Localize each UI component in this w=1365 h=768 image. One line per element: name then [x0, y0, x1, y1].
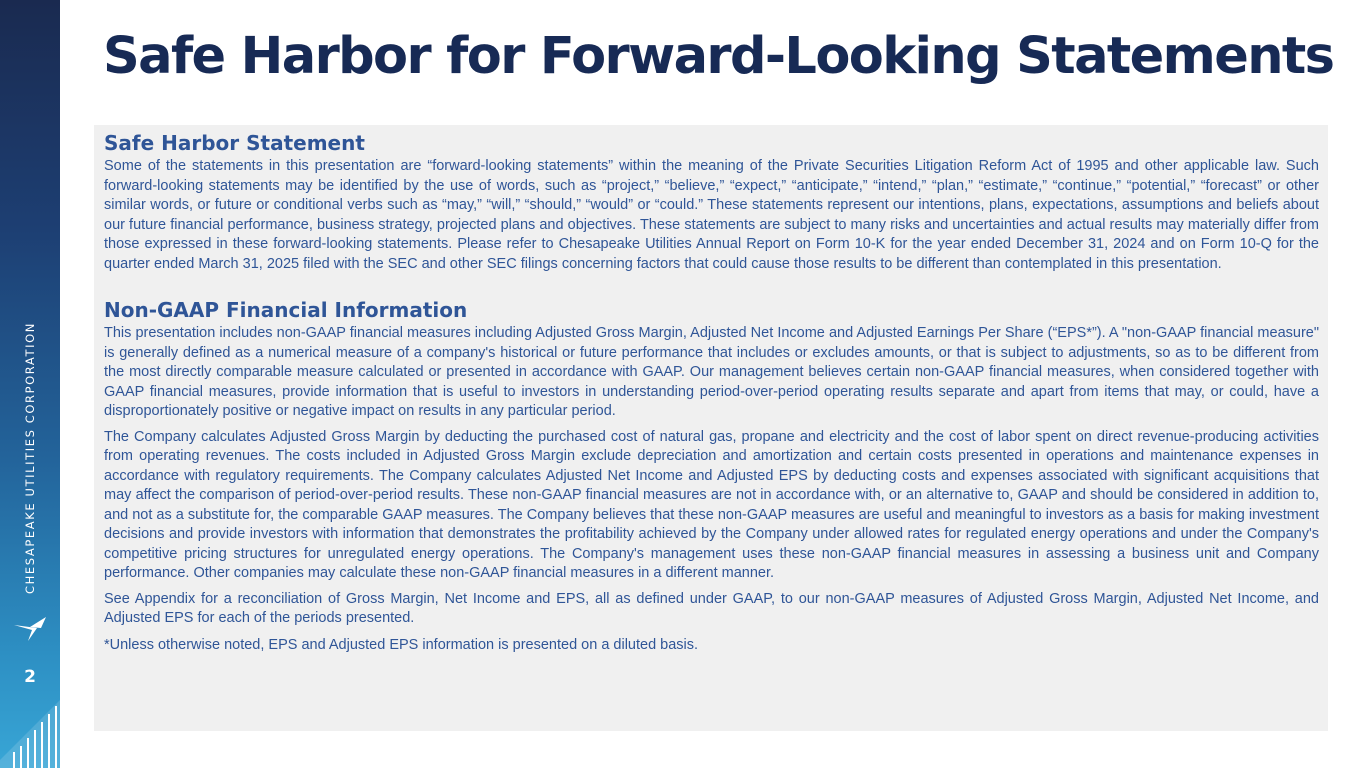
non-gaap-paragraph: The Company calculates Adjusted Gross Margin by deducting the purchased cost of natural gas, propane and electricity and the cost of labor spent on direct revenue-producing activities from operating revenues. The costs included in Adjusted Gross Margin exclude depreciation and amortization and certain costs presented in operations and maintenance expenses in accordance with regulatory requirements. The Company calculates Adjusted Net Income and Adjusted EPS by deducting costs and expenses associated with significant acquisitions that may affect the comparison of period-over-period results. These non-GAAP financial measures are not in accordance with, or an alternative to, GAAP and should be considered in addition to, and not as a substitute for, the comparable GAAP measures. The Company believes that these non-GAAP measures are useful and meaningful to investors as a basis for making investment decisions and provide investors with information that demonstrates the profitability achieved by the Company under allowed rates for regulated energy operations and under the Company's competitive pricing structures for unregulated energy operations. The Company's management uses these non-GAAP financial measures in assessing a business unit and Company performance. Other companies may calculate these non-GAAP financial measures in a different manner. [104, 428, 1319, 581]
safe-harbor-body: Some of the statements in this presentation are “forward-looking statements” within the meaning of the Private Securities Litigation Reform Act of 1995 and other applicable law. Such forward-looking statements may be identified by the use of words, such as “project,” “believe,” “expect,” “anticipate,” “intend,” “plan,” “estimate,” “continue,” “potential,” “forecast” or other similar words, or future or conditional verbs such as “may,” “will,” “should,” “would” or “could.” These statements represent our intentions, plans, expectations, assumptions and beliefs about our future financial performance, business strategy, projected plans and objectives. These statements are subject to many risks and uncertainties and actual results may materially differ from those expressed in these forward-looking statements. Please refer to Chesapeake Utilities Annual Report on Form 10-K for the year ended December 31, 2024 and on Form 10-Q for the quarter ended March 31, 2025 filed with the SEC and other SEC filings concerning factors that could cause those results to be different than contemplated in this presentation. [104, 158, 1319, 272]
chesapeake-bird-logo-icon [13, 616, 47, 642]
non-gaap-heading: Non-GAAP Financial Information [104, 298, 468, 322]
non-gaap-paragraph: This presentation includes non-GAAP financial measures including Adjusted Gross Margin, Adjusted Net Income and Adjusted Earnings Per Share (“EPS*”). A "non-GAAP financial measure" is generally defined as a numerical measure of a company's historical or future performance that includes or excludes amounts, or that is subject to adjustments, so as to be different from the most directly comparable measure calculated or presented in accordance with GAAP. Our management believes certain non-GAAP financial measures, when considered together with GAAP financial measures, provide information that is useful to investors in understanding period-over-period operating results separate and apart from items that may, or could, have a disproportionately positive or negative impact on results in any particular period. [104, 325, 1319, 419]
page-number: 2 [24, 667, 36, 687]
non-gaap-paragraph: See Appendix for a reconciliation of Gross Margin, Net Income and EPS, all as defined under GAAP, to our non-GAAP measures of Adjusted Gross Margin, Adjusted Net Income, and Adjusted EPS for each of the periods presented. [104, 590, 1319, 626]
page-title: Safe Harbor for Forward-Looking Statements [103, 27, 1334, 86]
eps-footnote: *Unless otherwise noted, EPS and Adjusted EPS information is presented on a diluted basis. [104, 636, 699, 653]
sidebar [0, 0, 60, 768]
company-name: CHESAPEAKE UTILITIES CORPORATION [23, 322, 37, 594]
safe-harbor-heading: Safe Harbor Statement [104, 131, 365, 155]
content-panel [94, 125, 1328, 731]
decorative-bars [0, 700, 60, 768]
